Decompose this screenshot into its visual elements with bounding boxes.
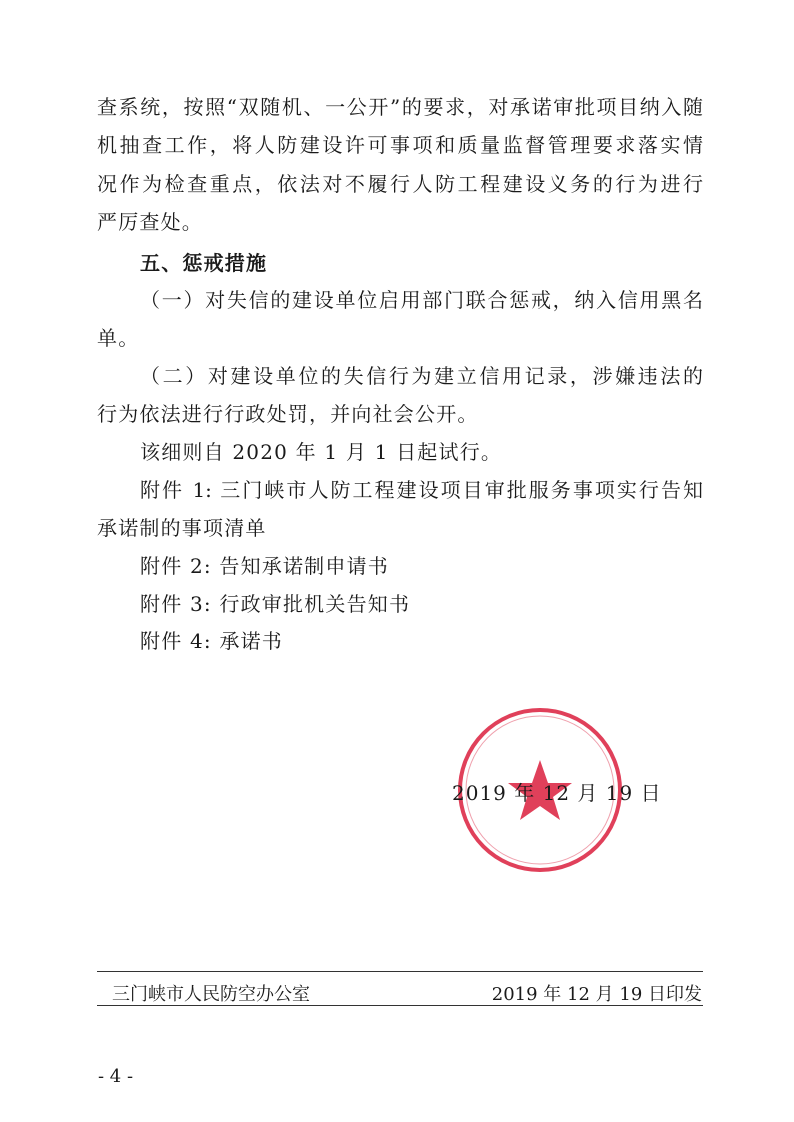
body-line: 严厉查处。 [97, 210, 203, 234]
attachment-2: 附件 2: 告知承诺制申请书 [140, 554, 389, 578]
footer-issuer: 三门峡市人民防空办公室 [112, 984, 310, 1005]
body-line: （一）对失信的建设单位启用部门联合惩戒，纳入信用黑名 [140, 288, 703, 312]
body-line: 行为依法进行行政处罚，并向社会公开。 [97, 402, 479, 426]
body-line: 查系统，按照“双随机、一公开”的要求，对承诺审批项目纳入随 [97, 95, 703, 119]
footer-rule-top [97, 971, 703, 972]
footer-rule-bottom [97, 1005, 703, 1006]
section-heading: 五、惩戒措施 [140, 251, 268, 275]
attachment-4: 附件 4: 承诺书 [140, 629, 283, 653]
body-line: （二）对建设单位的失信行为建立信用记录，涉嫌违法的 [140, 364, 703, 388]
body-line: 单。 [97, 326, 140, 350]
effective-date: 该细则自 2020 年 1 月 1 日起试行。 [140, 440, 503, 464]
body-line: 况作为检查重点，依法对不履行人防工程建设义务的行为进行 [97, 172, 703, 196]
attachment-3: 附件 3: 行政审批机关告知书 [140, 592, 411, 616]
page-number: - 4 - [98, 1066, 134, 1087]
signature-date: 2019 年 12 月 19 日 [452, 781, 662, 805]
attachment-1-cont: 承诺制的事项清单 [97, 516, 267, 540]
footer-issue-date: 2019 年 12 月 19 日印发 [491, 984, 702, 1005]
body-line: 机抽查工作，将人防建设许可事项和质量监督管理要求落实情 [97, 133, 703, 157]
attachment-1: 附件 1: 三门峡市人防工程建设项目审批服务事项实行告知 [140, 478, 703, 502]
